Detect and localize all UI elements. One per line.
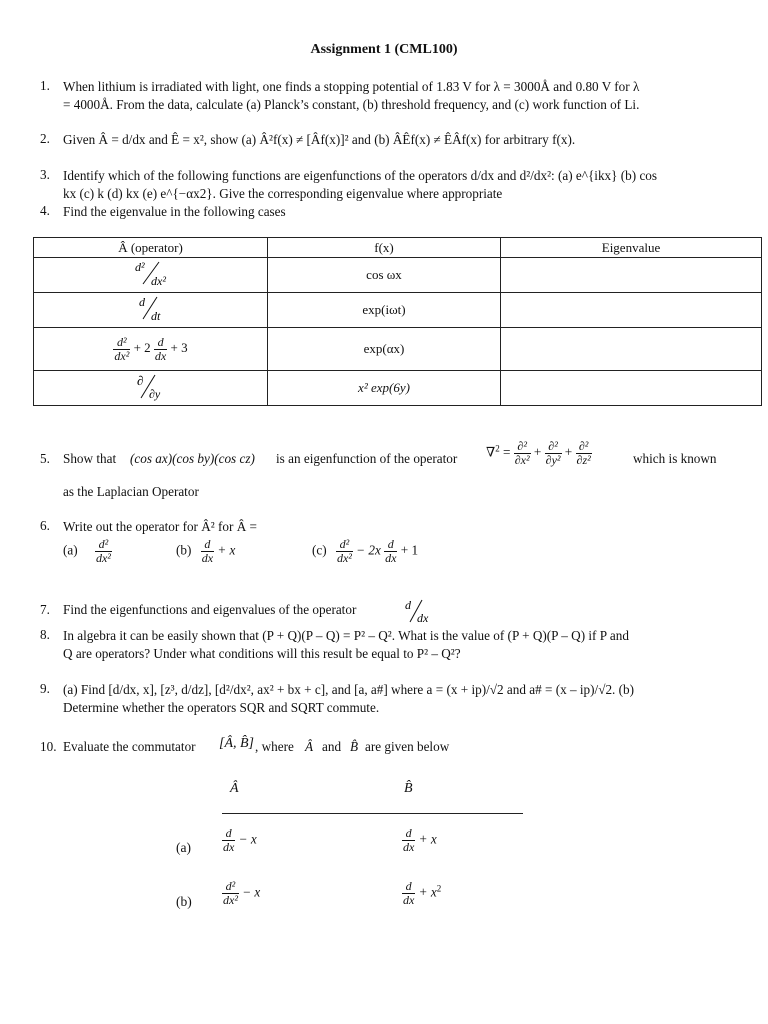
q10-number: 10.: [40, 739, 57, 754]
q6-text: Write out the operator for Â² for Â =: [63, 519, 257, 534]
q4-number: 4.: [40, 203, 50, 218]
svg-text:dt: dt: [150, 309, 160, 323]
q10-text-c: are given below: [365, 739, 450, 754]
A-row-b: $\frac{\text{d²}}{\text{dx²}}$ − x: [223, 879, 261, 907]
B-row-b: $\frac{d}{dx}$ + $x^2$: [403, 879, 442, 907]
table-row: [34, 328, 762, 371]
q1-line1: When lithium is irradiated with light, one finds a stopping potential of 1.83 V for λ = 3000Å and 0.80 V for λ: [63, 79, 640, 94]
f-cell: [268, 371, 501, 406]
q10-text-a: Evaluate the commutator: [63, 739, 196, 754]
row-label-b: (b): [176, 894, 192, 909]
q5-text-a: Show that: [63, 451, 117, 466]
svg-text:d: d: [138, 295, 145, 309]
eigenvalue-cell: [501, 328, 762, 371]
q9-line1: (a) Find [d/dx, x], [z³, d/dz], [d²/dx², ax² + bx + c], and [a, a#] where a = (x + ip)/√2 and a# = (x – ip)/√2. (b): [63, 682, 635, 697]
q5-number: 5.: [40, 451, 50, 466]
q6-option-c: (c) $\frac{\text{d²}}{\text{dx²}}$ − 2x $\frac{d}{dx}$ + 1: [312, 537, 419, 565]
operator-d-dx: [402, 597, 436, 625]
eigenvalue-cell: [501, 293, 762, 328]
header-fx: f(x): [268, 238, 501, 258]
q4-text: Find the eigenvalue in the following cases: [63, 204, 286, 219]
operator-cell: [34, 371, 268, 406]
q6-number: 6.: [40, 518, 50, 533]
q9-line2: Determine whether the operators SQR and SQRT commute.: [63, 700, 380, 715]
f-value: x² exp(6y): [358, 380, 410, 395]
eigenvalue-table: [33, 237, 762, 406]
q1-number: 1.: [40, 78, 50, 93]
header-operator: Â (operator): [34, 238, 268, 258]
B-row-a: $\frac{d}{dx}$ + x: [403, 826, 437, 854]
header-eigenvalue: Eigenvalue: [501, 238, 762, 258]
q10-and: and: [322, 739, 342, 754]
q7-text: Find the eigenfunctions and eigenvalues of the operator: [63, 602, 357, 617]
operator-d-dt: [121, 293, 181, 323]
eigenvalue-cell: [501, 371, 762, 406]
header-rule: [222, 813, 523, 814]
f-cell: cos ωx: [268, 258, 501, 293]
q9-number: 9.: [40, 681, 50, 696]
operator-partial-y: [121, 371, 181, 401]
f-cell: exp(αx): [268, 328, 501, 371]
col-header-A: Â: [230, 781, 239, 796]
page-title: Assignment 1 (CML100): [310, 42, 458, 57]
q6-option-b: (b) $\frac{d}{dx}$ + x: [176, 537, 236, 565]
q6-label-a: (a): [63, 542, 78, 558]
q6-label-c: (c): [312, 542, 327, 558]
q3-line2: kx (c) k (d) kx (e) e^{−αx2}. Give the corresponding eigenvalue where appropriate: [63, 186, 503, 201]
svg-text:∂y: ∂y: [148, 387, 160, 401]
col-header-B: B̂: [404, 781, 413, 796]
q6-label-b: (b): [176, 542, 192, 558]
operator-composite: $\frac{\text{d²}}{\text{dx²}}$ + 2 $\frac{d}{dx}$ + 3: [114, 334, 188, 363]
q8-line2: Q are operators? Under what conditions will this result be equal to P² – Q²?: [63, 646, 461, 661]
q5-function: (cos ax)(cos by)(cos cz): [130, 451, 255, 466]
svg-text:d: d: [405, 598, 411, 612]
operator-d2-dx2: [121, 258, 181, 288]
table-row: [34, 371, 762, 406]
q2-text: Given Â = d/dx and Ê = x², show (a) Â²f(x) ≠ [Âf(x)]² and (b) ÂÊf(x) ≠ ÊÂf(x) for arbitrary f(x).: [63, 132, 576, 147]
q5-text-b: is an eigenfunction of the operator: [276, 451, 458, 466]
q7-number: 7.: [40, 602, 50, 617]
svg-text:∂: ∂: [136, 373, 143, 388]
q8-number: 8.: [40, 627, 50, 642]
svg-text:dx²: dx²: [150, 274, 166, 288]
f-cell: exp(iωt): [268, 293, 501, 328]
svg-text:d²: d²: [134, 260, 145, 274]
q3-line1: Identify which of the following functions are eigenfunctions of the operators d/dx and d²/dx²: (a) e^{ikx} (b) cos: [63, 168, 658, 183]
operator-cell: [34, 258, 268, 293]
table-row: [34, 293, 762, 328]
q10-commutator: [Â, B̂]: [219, 736, 254, 751]
q2-number: 2.: [40, 131, 50, 146]
operator-cell: [34, 328, 268, 371]
q6-option-a: (a) $\frac{\text{d²}}{\text{dx²}}$: [63, 537, 111, 565]
q1-line2: = 4000Å. From the data, calculate (a) Planck’s constant, (b) threshold frequency, and (c) work function of Li.: [63, 97, 640, 112]
q10-text-b: , where: [255, 739, 294, 754]
row-label-a: (a): [176, 840, 191, 855]
table-header-row: [34, 238, 762, 258]
q5-text-c: which is known: [633, 451, 717, 466]
q10-A: Â: [305, 739, 314, 754]
q8-line1: In algebra it can be easily shown that (P + Q)(P – Q) = P² – Q². What is the value of (P + Q)(P – Q) if P and: [63, 628, 629, 643]
q10-B: B̂: [350, 739, 359, 754]
eigenvalue-cell: [501, 258, 762, 293]
svg-text:dx: dx: [417, 611, 429, 625]
A-row-a: $\frac{d}{dx}$ − x: [223, 826, 257, 854]
operator-cell: [34, 293, 268, 328]
table-row: [34, 258, 762, 293]
q5-line2: as the Laplacian Operator: [63, 484, 199, 499]
laplacian-operator: ∇$^2$ = $\frac{\text{∂²}}{\text{∂x²}}$ + $\frac{\text{∂²}}{\text{∂y²}}$ + $\frac{\text{∂²}}{\text{∂z²}}$: [486, 439, 591, 467]
q3-number: 3.: [40, 167, 50, 182]
